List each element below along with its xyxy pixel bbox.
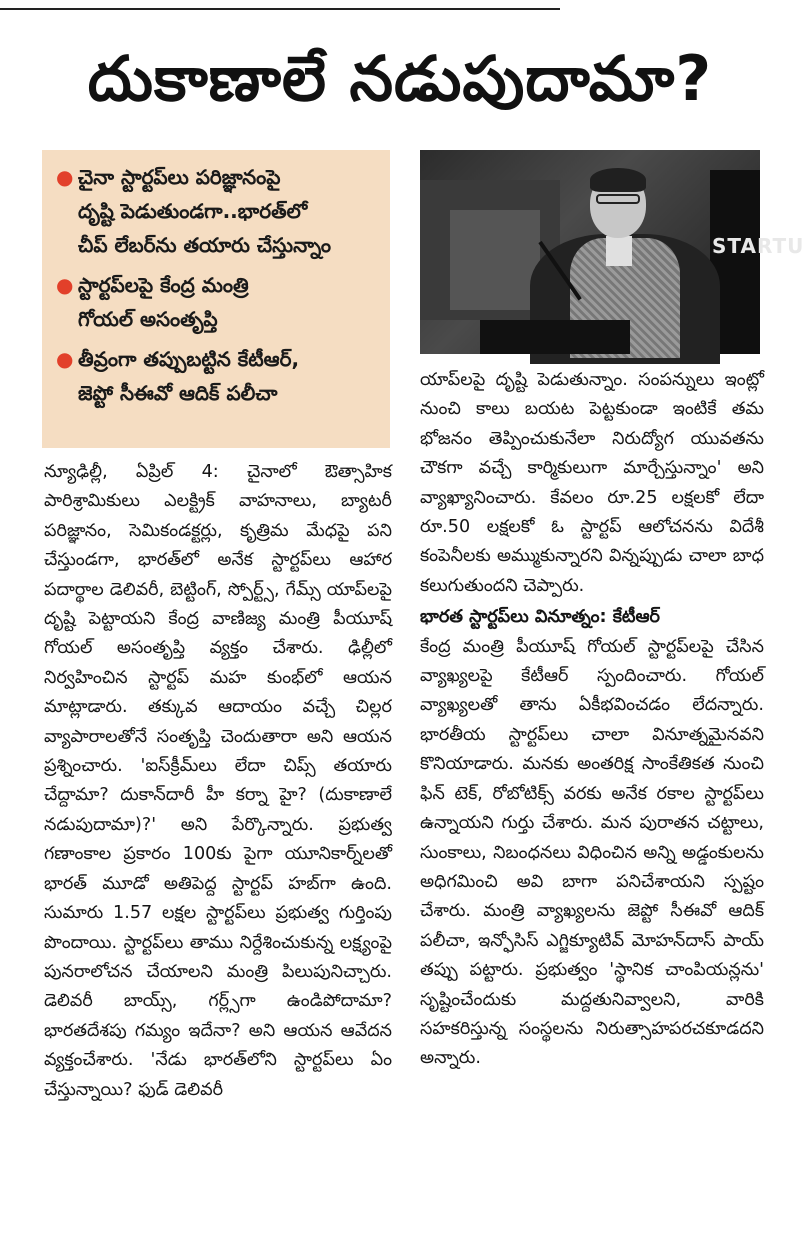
top-rule bbox=[0, 0, 800, 10]
headline: దుకాణాలే నడుపుదామా? bbox=[87, 42, 713, 115]
article-column-right bbox=[420, 366, 764, 1074]
speaker-glasses bbox=[596, 194, 640, 204]
speaker-collar bbox=[606, 236, 632, 266]
bullet-icon: ● bbox=[56, 273, 74, 297]
speaker-hair bbox=[590, 168, 646, 192]
article-paragraph: న్యూఢిల్లీ, ఏప్రిల్ 4: చైనాలో ఔత్సాహిక పారిశ్రామికులు ఎలక్ట్రిక్ వాహనాలు, బ్యాటరీ పరిజ్ఞానం, సెమికండక్టర్లు, కృత్రిమ మేధపై పని చేస్తుండగా, భారత్‌లో అనేక స్టార్టప్‌లు ఆహార పదార్థాల డెలివరీ, బెట్టింగ్, స్పోర్ట్స్, గేమ్స్ యాప్‌లపై దృష్టి పెట్టాయని కేంద్ర వాణిజ్య మంత్రి పీయూష్ గోయల్ అసంతృప్తి వ్యక్తం చేశారు. ఢిల్లీలో నిర్వహించిన స్టార్టప్ మహ కుంభ్‌లో ఆయన మాట్లాడారు. తక్కువ ఆదాయం వచ్చే చిల్లర వ్యాపారాలతోనే సంతృప్తి చెందుతారా అని ఆయన ప్రశ్నించారు. 'ఐస్‌క్రీమ్‌లు లేదా చిప్స్ తయారు చేద్దామా? దుకాన్‌దారీ హీ కర్నా హై? (దుకాణాలే నడుపుదామా)?' అని పేర్కొన్నారు. ప్రభుత్వ గణాంకాల ప్రకారం 100కు పైగా యూనికార్న్‌లతో భారత్ మూడో అతిపెద్ద స్టార్టప్ హబ్‌గా ఉంది. సుమారు 1.57 లక్షల స్టార్టప్‌లు ప్రభుత్వ గుర్తింపు పొందాయి. స్టార్టప్‌లు తాము నిర్దేశించుకున్న లక్ష్యంపై పునరాలోచన చేయాలని మంత్రి పిలుపునిచ్చారు. డెలివరీ బాయ్స్, గర్ల్స్‌గా ఉండిపోదామా? భారతదేశపు గమ్యం ఇదేనా? అని ఆయన ఆవేదన వ్యక్తంచేశారు. 'నేడు భారత్‌లోని స్టార్టప్‌లు ఏం చేస్తున్నాయి? ఫుడ్ డెలివరీ bbox=[44, 462, 392, 1100]
photo-background-panel bbox=[450, 210, 540, 310]
highlight-item bbox=[56, 342, 380, 410]
highlights-box bbox=[42, 150, 390, 448]
top-rule-line bbox=[0, 8, 560, 10]
speaker-photo bbox=[420, 150, 804, 354]
bullet-icon: ● bbox=[56, 165, 74, 189]
highlight-text: స్టార్టప్‌లపై కేంద్ర మంత్రి గోయల్ అసంతృప్తి bbox=[78, 273, 249, 331]
article-column-left bbox=[44, 458, 392, 1105]
photo-sign-text: STARTU bbox=[712, 234, 804, 258]
article-paragraph: కేంద్ర మంత్రి పీయూష్ గోయల్ స్టార్టప్‌లపై చేసిన వ్యాఖ్యలపై కేటీఆర్ స్పందించారు. గోయల్ వ్యాఖ్యలతో తాను ఏకీభవించడం లేదన్నారు. భారతీయ స్టార్టప్‌లు చాలా వినూత్నమైనవని కొనియాడారు. మనకు అంతరిక్ష సాంకేతికత నుంచి ఫిన్ టెక్, రోబోటిక్స్ వరకు అనేక రకాల స్టార్టప్‌లు ఉన్నాయని గుర్తు చేశారు. మన పురాతన చట్టాలు, సుంకాలు, నిబంధనలు విధించిన అన్ని అడ్డంకులను అధిగమించి అవి బాగా పనిచేశాయని స్పష్టం చేశారు. మంత్రి వ్యాఖ్యలను జెప్టో సీఈవో ఆదిక్ పలీచా, ఇన్ఫోసిస్ ఎగ్జిక్యూటివ్ మోహన్‌దాస్ పాయ్ తప్పు పట్టారు. ప్రభుత్వం 'స్థానిక చాంపియన్లను' సృష్టించేందుకు మద్దతునివ్వాలని, వారికి సహకరిస్తున్న సంస్థలను నిరుత్సాహపరచకూడదని అన్నారు. bbox=[420, 636, 764, 1069]
highlight-text: చైనా స్టార్టప్‌లు పరిజ్ఞానంపై దృష్టి పెడుతుండగా..భారత్‌లో చీప్ లేబర్‌ను తయారు చేస్తున్నాం bbox=[78, 165, 332, 257]
podium bbox=[480, 320, 630, 354]
article-subhead: భారత స్టార్టప్‌లు వినూత్నం: కేటీఆర్ bbox=[420, 607, 660, 628]
highlight-text: తీవ్రంగా తప్పుబట్టిన కేటీఆర్, జెప్టో సీఈవో ఆదిక్ పలీచా bbox=[78, 347, 300, 405]
highlight-item bbox=[56, 268, 380, 336]
article-paragraph: యాప్‌లపై దృష్టి పెడుతున్నాం. సంపన్నులు ఇంట్లో నుంచి కాలు బయట పెట్టకుండా ఇంటికే తమ భోజనం తెప్పించుకునేలా నిరుద్యోగ యువతను చౌకగా వచ్చే కార్మికులుగా మార్చేస్తున్నాం' అని వ్యాఖ్యానించారు. కేవలం రూ.25 లక్షలకో లేదా రూ.50 లక్షలకో ఓ స్టార్టప్ ఆలోచనను విదేశీ కంపెనీలకు అమ్ముకున్నారని విన్నప్పుడు చాలా బాధ కలుగుతుందని చెప్పారు. bbox=[420, 370, 764, 596]
bullet-icon: ● bbox=[56, 347, 74, 371]
highlight-item bbox=[56, 160, 380, 262]
